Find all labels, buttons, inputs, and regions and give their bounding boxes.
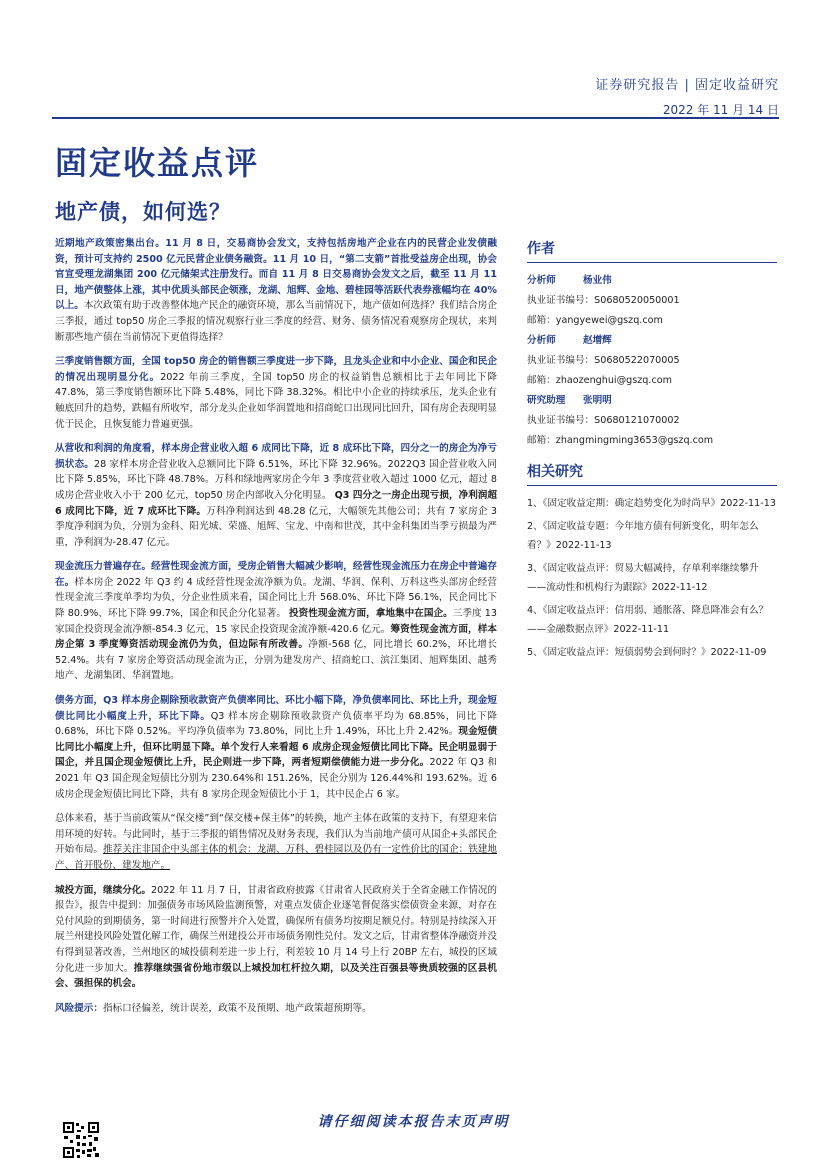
paragraph-sales (55, 354, 497, 432)
summary-text: 总体来看，基于当前政策从“保交楼”到“保交楼+保主体”的转换，地产主体在政策的支持下，有望迎来信用环境的好转。与此同时，基于三季报的销售情况及财务表现，我们认为当前地产债可从国企+头部民企开始布局。 (55, 813, 497, 856)
financing-highlight: 筹资性现金流方面，样本房企第 3 季度筹资活动现金流仍为负，但边际有所改善。 (55, 623, 497, 651)
sales-highlight: 三季度销售额方面，全国 top50 房企的销售额三季度进一步下降，且龙头企业和中小企业、国企和民企的情况出现明显分化。 (55, 356, 497, 383)
author-role: 分析师 (527, 335, 556, 346)
risk-label: 风险提示： (55, 1002, 103, 1014)
risk-text: 指标口径偏差，统计误差，政策不及预期、地产政策超预期等。 (102, 1002, 372, 1014)
authors-title: 作者 (527, 236, 777, 263)
cashflow-highlight: 现金流压力普遍存在。经营性现金流方面，受房企销售大幅减少影响，经营性现金流压力在房企中普遍存在。 (55, 561, 497, 588)
revenue-text: 28 家样本房企营业收入总额同比下降 6.51%，环比下降 32.96%。2022Q3 国企营业收入同比下降 5.85%，环比下降 48.78%。万科和绿地两家房企今年 3 季度营业收入超过 1000 亿元，超过 8 成房企营业收入小于 200 亿元，top50 房企内部收入分化明显。 (55, 458, 497, 501)
summary-recommendation: 推荐关注非国企中头部主体的机会：龙湖、万科、碧桂园以及仍有一定性价比的国企：铁建地产、首开股份、建发地产。 (55, 844, 498, 871)
main-content (55, 236, 497, 1025)
author-block (527, 331, 777, 391)
email-label: 邮箱： (527, 435, 556, 446)
intro-text: 本次政策有助于改善整体地产民企的融资环境，那么当前情况下，地产债如何选择？我们结合房企三季报，通过 top50 房企三季报的情况观察行业三季度的经营、财务、债务情况看观察房企现状，来判断那些地产债在当前情况下更值得选择？ (55, 300, 497, 343)
intro-highlight: 近期地产政策密集出台。11 月 8 日，交易商协会发文，支持包括房地产企业在内的民营企业发债融资，预计可支持约 2500 亿元民营企业债务融资。11 月 10 日，“第二支箭”首批受益房企出现，协会官宣受理龙湖集团 200 亿元储架式注册发行。而自 11 月 8 日交易商协会发文之后，截至 11 月 11 日，地产债整体上涨，其中优质头部民企领涨，龙湖、旭辉、金地、碧桂园等活跃代表券涨幅均在 40%以上。 (55, 238, 497, 312)
paragraph-debt (55, 693, 497, 802)
profit-text: 万科净利润达到 48.28 亿元，大幅领先其他公司；共有 7 家房企 3 季度净利润为负，分别为金科、阳光城、荣盛、旭辉、宝龙、中南和世茂，其中金科集团当季亏损最为严重，净利润为-28.47 亿元。 (55, 505, 498, 548)
paragraph-risk (55, 1001, 497, 1017)
paragraph-summary (55, 811, 497, 873)
cashflow-text: 样本房企 2022 年 Q3 约 4 成经营性现金流净额为负。龙湖、华润、保利、万科这些头部房企经营性现金流三季度单季均为负，分企业性质来看，国企同比上升 568.0%、环比下降 56.1%，民企同比下降 80.9%、环比下降 99.7%，国企和民企分化显著。 (55, 576, 497, 620)
related-item[interactable]: 3、《固定收益点评：贸易大幅减持，存单利率继续攀升——流动性和机构行为跟踪》2022-11-12 (527, 563, 759, 593)
email-link[interactable]: zhangmingming3653@gszq.com (555, 435, 714, 446)
cert-number: S0680121070002 (594, 415, 680, 426)
cert-label: 执业证书编号： (527, 295, 595, 306)
author-block (527, 271, 777, 331)
short-debt-highlight: 现金短债比同比小幅度上升，但环比明显下降。单个发行人来看超 6 成房企现金短债比同比下降。民企明显弱于国企，并且国企现金短债比上升，民企则进一步下降，两者短期偿债能力进一步分化。 (55, 726, 498, 769)
related-title: 相关研究 (527, 459, 777, 486)
debt-text: Q3 样本房企剔除预收款资产负债率平均为 68.85%，同比下降 0.68%，环比下降 0.52%。平均净负债率为 73.80%，同比上升 1.49%，环比上升 2.42%。 (55, 710, 498, 738)
email-link[interactable]: zhaozenghui@gszq.com (555, 375, 672, 386)
paragraph-intro (55, 236, 497, 345)
cert-label: 执业证书编号： (527, 415, 595, 426)
related-item[interactable]: 2、《固定收益专题：今年地方债有何新变化，明年怎么看？》2022-11-13 (527, 521, 759, 551)
related-item[interactable]: 4、《固定收益点评：信用弱、通胀落、降息降准会有么？——金融数据点评》2022-11-11 (527, 605, 769, 635)
email-link[interactable]: yangyewei@gszq.com (555, 315, 663, 326)
author-name: 杨业伟 (583, 275, 612, 286)
page-subtitle: 地产债，如何选？ (55, 199, 231, 224)
report-header (595, 74, 779, 118)
paragraph-revenue (55, 441, 497, 550)
related-item[interactable]: 5、《固定收益点评：短债弱势会到何时？》2022-11-09 (527, 647, 767, 658)
revenue-highlight: 从营收和利润的角度看，样本房企营业收入超 6 成同比下降，近 8 成环比下降，四分之一的房企为净亏损状态。 (55, 443, 497, 470)
author-name: 张明明 (583, 395, 612, 406)
report-date: 2022 年 11 月 14 日 (662, 103, 779, 117)
related-item[interactable]: 1、《固定收益定期：确定趋势变化为时尚早》2022-11-13 (527, 498, 776, 509)
cert-number: S0680520050001 (594, 295, 680, 306)
chengtou-highlight: 城投方面，继续分化。 (55, 884, 151, 896)
debt-highlight: 债务方面，Q3 样本房企剔除预收款资产负债率同比、环比小幅下降，净负债率同比、环比上升，现金短债比同比小幅度上升，环比下降。 (55, 695, 497, 722)
chengtou-recommendation: 推荐继续强省份地市级以上城投加杠杆拉久期，以及关注百强县等贵质较强的区县机会、强担保的机会。 (55, 962, 498, 990)
sales-text: 2022 年前三季度，全国 top50 房企的权益销售总额相比于去年同比下降 47.8%，第三季度销售额环比下降 5.48%，同比下降 38.32%。相比中小企业的持续承压，龙头企业有触底回升的趋势，跌幅有所收窄，部分龙头企业如华润置地和招商蛇口出现同比回升，国有房企表现明显优于民企，且恢复能力普遍更强。 (55, 371, 497, 430)
paragraph-chengtou (55, 883, 497, 992)
investing-text: 三季度 13 家国企投资现金流净额-854.3 亿元，15 家民企投资现金流净额-420.6 亿元。 (55, 608, 497, 635)
email-label: 邮箱： (527, 375, 556, 386)
paragraph-cashflow (55, 559, 497, 684)
page-title: 固定收益点评 (55, 144, 260, 182)
email-label: 邮箱： (527, 315, 556, 326)
author-role: 研究助理 (527, 395, 566, 406)
chengtou-text: 2022 年 11 月 7 日，甘肃省政府披露《甘肃省人民政府关于全省金融工作情况的报告》，报告中提到：加强债务市场风险监测预警，对重点发债企业逐笔督促落实偿债资金来源，对存在兑付风险的到期债务，第一时间进行预警并介入处置，确保所有债务均按期足额兑付。特别是持续深入开展兰州建投风险处置化解工作，确保兰州建投公开市场债务刚性兑付。发文之后，甘肃省整体净融资并没有得到显著改善，兰州地区的城投债利差进一步上行，利差较 10 月 14 号上行 20BP 左右，城投的区域分化进一步加大。 (55, 884, 497, 974)
author-role: 分析师 (527, 275, 556, 286)
footer-disclaimer: 请仔细阅读本报告末页声明 (317, 1114, 510, 1130)
investing-highlight: 投资性现金流方面，拿地集中在国企。 (289, 608, 453, 620)
financing-text: 净额-568 亿，同比增长 60.2%，环比增长 52.4%。共有 7 家房企筹资活动现金流为正，分别为建发房产、招商蛇口、滨江集团、旭辉集团、越秀地产、龙湖集团、华润置地。 (55, 639, 497, 682)
cert-number: S0680522070005 (594, 355, 680, 366)
author-block (527, 391, 777, 451)
header-divider (52, 117, 779, 119)
author-name: 赵增辉 (583, 335, 612, 346)
cert-label: 执业证书编号： (527, 355, 595, 366)
short-debt-text: 2022 年 Q3 和 2021 年 Q3 国企现金短债比分别为 230.64%和 151.26%，民企分别为 126.44%和 193.62%。近 6 成房企现金短债比同比下降，共有 8 家房企现金短债比小于 1，其中民企占 6 家。 (55, 757, 497, 800)
sidebar (527, 236, 777, 666)
profit-highlight: Q3 四分之一房企出现亏损，净利润超 6 成同比下降，近 7 成环比下降。 (55, 489, 498, 517)
report-category: 证券研究报告 | 固定收益研究 (595, 78, 779, 93)
